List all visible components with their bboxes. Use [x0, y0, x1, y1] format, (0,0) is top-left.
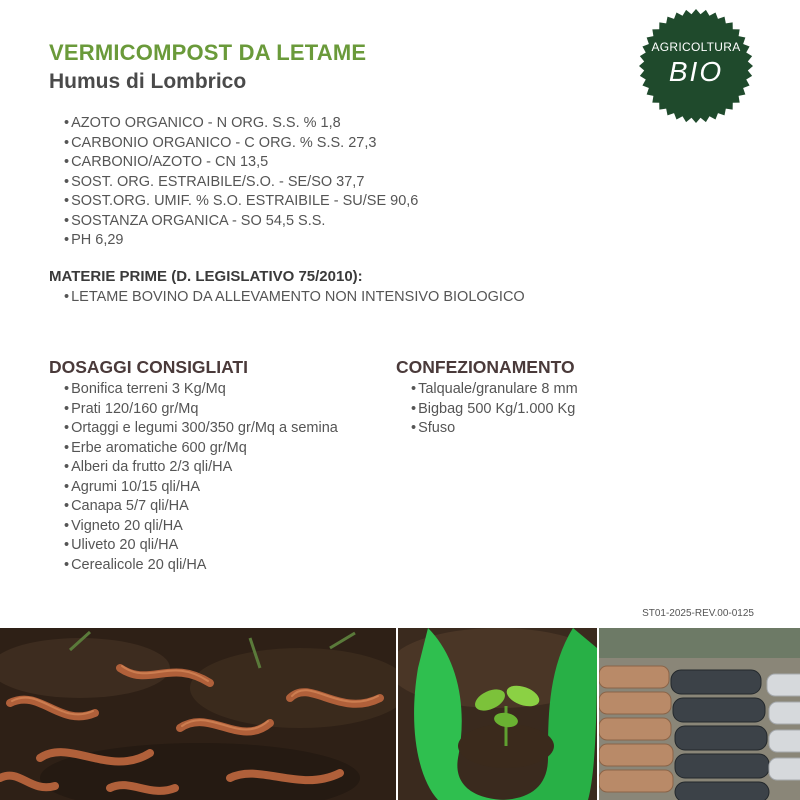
list-item: • Bigbag 500 Kg/1.000 Kg: [411, 400, 578, 420]
photo-strip: [0, 628, 800, 800]
list-item: • Uliveto 20 qli/HA: [64, 536, 338, 556]
list-item: • Canapa 5/7 qli/HA: [64, 497, 338, 517]
materie-prime-list: [64, 288, 525, 308]
product-title: VERMICOMPOST DA LETAME: [49, 40, 367, 65]
list-item: • SOST.ORG. UMIF. % S.O. ESTRAIBILE - SU/SE 90,6: [64, 192, 418, 212]
list-item: • CARBONIO ORGANICO - C ORG. % S.S. 27,3: [64, 134, 418, 154]
confezionamento-list: [411, 380, 578, 439]
list-item: • Bonifica terreni 3 Kg/Mq: [64, 380, 338, 400]
badge-line1: AGRICOLTURA: [651, 40, 741, 54]
list-item: • SOSTANZA ORGANICA - SO 54,5 S.S.: [64, 212, 418, 232]
list-item: • LETAME BOVINO DA ALLEVAMENTO NON INTENSIVO BIOLOGICO: [64, 288, 525, 308]
earthworms-photo: [0, 628, 396, 800]
list-item: • Ortaggi e legumi 300/350 gr/Mq a semina: [64, 419, 338, 439]
list-item: • Agrumi 10/15 qli/HA: [64, 478, 338, 498]
seedling-hands-photo: [398, 628, 597, 800]
list-item: • Cerealicole 20 qli/HA: [64, 556, 338, 576]
document-code: ST01-2025-REV.00-0125: [642, 608, 754, 619]
product-subtitle: Humus di Lombrico: [49, 70, 247, 93]
list-item: • CARBONIO/AZOTO - CN 13,5: [64, 153, 418, 173]
parameters-list: [64, 114, 418, 251]
bio-badge: [638, 8, 754, 124]
list-item: • Talquale/granulare 8 mm: [411, 380, 578, 400]
dosaggi-list: [64, 380, 338, 575]
dosaggi-heading: DOSAGGI CONSIGLIATI: [49, 357, 248, 377]
list-item: • Erbe aromatiche 600 gr/Mq: [64, 439, 338, 459]
list-item: • SOST. ORG. ESTRAIBILE/S.O. - SE/SO 37,7: [64, 173, 418, 193]
list-item: • Prati 120/160 gr/Mq: [64, 400, 338, 420]
list-item: • Sfuso: [411, 419, 578, 439]
bags-photo: [599, 628, 800, 800]
list-item: • PH 6,29: [64, 231, 418, 251]
badge-line2: BIO: [668, 56, 724, 87]
confezionamento-heading: CONFEZIONAMENTO: [396, 357, 575, 377]
list-item: • Vigneto 20 qli/HA: [64, 517, 338, 537]
list-item: • Alberi da frutto 2/3 qli/HA: [64, 458, 338, 478]
list-item: • AZOTO ORGANICO - N ORG. S.S. % 1,8: [64, 114, 418, 134]
materie-prime-heading: MATERIE PRIME (D. LEGISLATIVO 75/2010):: [49, 268, 363, 285]
